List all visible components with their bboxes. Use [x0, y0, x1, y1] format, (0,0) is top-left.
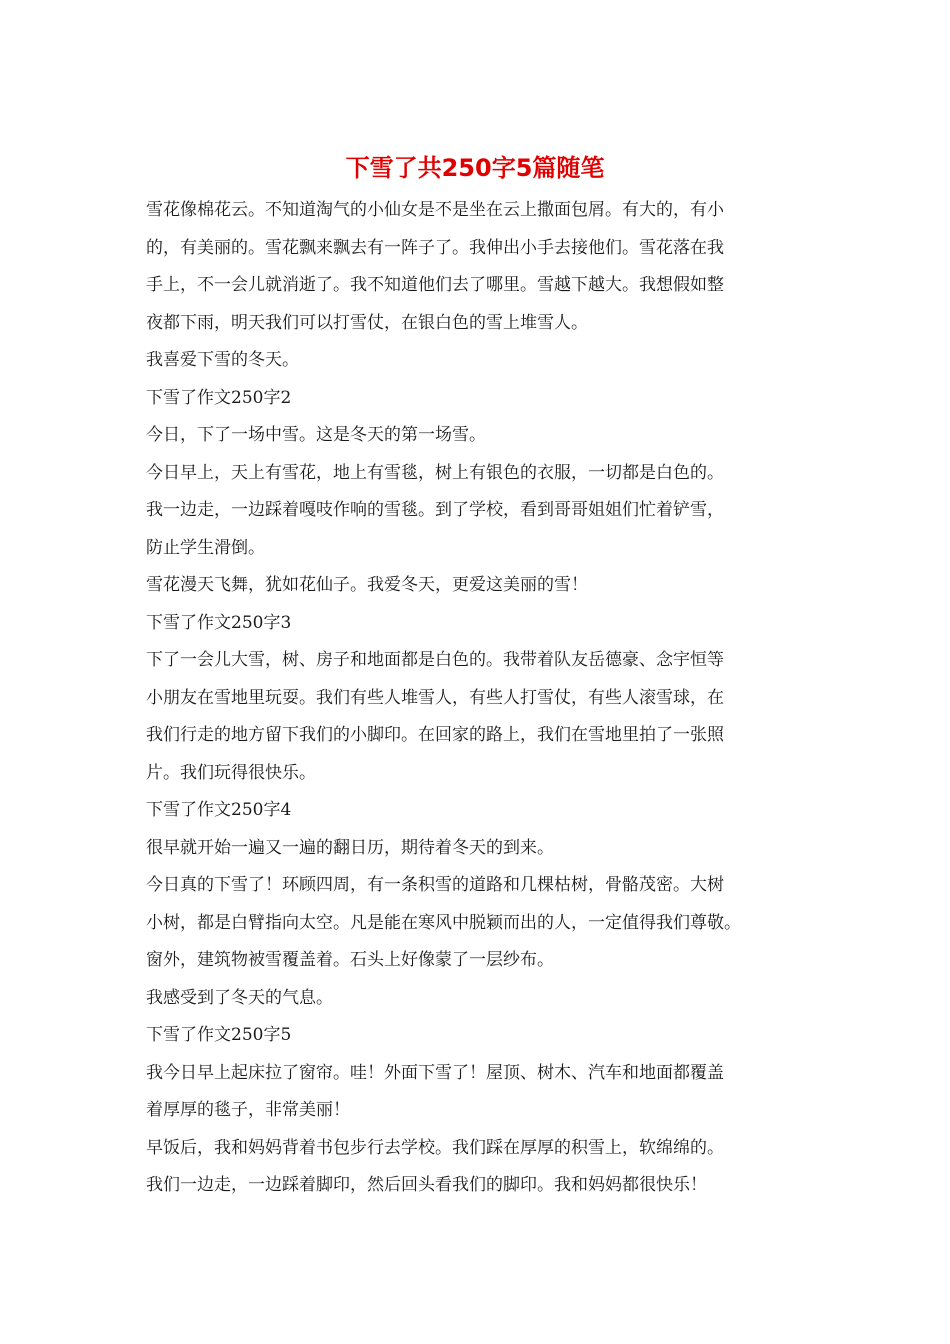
text-line: 我感受到了冬天的气息。: [146, 987, 333, 1008]
section-heading: 下雪了作文250字2: [146, 387, 292, 408]
document-body: [146, 192, 816, 1205]
text-line: 早饭后，我和妈妈背着书包步行去学校。我们踩在厚厚的积雪上，软绵绵的。: [146, 1137, 724, 1158]
text-line: 我喜爱下雪的冬天。: [146, 350, 299, 370]
text-line: 的，有美丽的。雪花飘来飘去有一阵子了。我伸出小手去接他们。雪花落在我: [146, 237, 724, 258]
text-line: 我们一边走，一边踩着脚印，然后回头看我们的脚印。我和妈妈都很快乐！: [146, 1175, 707, 1195]
text-line: 很早就开始一遍又一遍的翻日历，期待着冬天的到来。: [146, 837, 554, 858]
text-line: 今日早上，天上有雪花，地上有雪毯，树上有银色的衣服，一切都是白色的。: [146, 462, 724, 483]
text-line: 雪花漫天飞舞，犹如花仙子。我爱冬天，更爱这美丽的雪！: [146, 575, 588, 595]
text-line: 我们行走的地方留下我们的小脚印。在回家的路上，我们在雪地里拍了一张照: [146, 725, 724, 745]
text-line: 手上，不一会儿就消逝了。我不知道他们去了哪里。雪越下越大。我想假如整: [146, 275, 724, 295]
section-heading: 下雪了作文250字4: [146, 800, 292, 820]
text-line: 着厚厚的毯子，非常美丽！: [146, 1100, 350, 1120]
text-line: 雪花像棉花云。不知道淘气的小仙女是不是坐在云上撒面包屑。有大的，有小: [146, 200, 724, 220]
text-line: 我今日早上起床拉了窗帘。哇！外面下雪了！屋顶、树木、汽车和地面都覆盖: [146, 1062, 724, 1083]
section-heading: 下雪了作文250字3: [146, 612, 292, 633]
text-line: 夜都下雨，明天我们可以打雪仗，在银白色的雪上堆雪人。: [146, 312, 588, 333]
text-line: 小朋友在雪地里玩耍。我们有些人堆雪人，有些人打雪仗，有些人滚雪球，在: [146, 687, 724, 708]
page-title: 下雪了共250字5篇随笔: [345, 154, 605, 182]
text-line: 今日，下了一场中雪。这是冬天的第一场雪。: [146, 425, 486, 445]
text-line: 今日真的下雪了！环顾四周，有一条积雪的道路和几棵枯树，骨骼茂密。大树: [146, 875, 724, 895]
text-line: 片。我们玩得很快乐。: [146, 762, 316, 783]
text-line: 防止学生滑倒。: [146, 537, 265, 558]
section-heading: 下雪了作文250字5: [146, 1025, 292, 1045]
text-line: 窗外，建筑物被雪覆盖着。石头上好像蒙了一层纱布。: [146, 950, 554, 970]
text-line: 我一边走，一边踩着嘎吱作响的雪毯。到了学校，看到哥哥姐姐们忙着铲雪，: [146, 500, 724, 520]
text-line: 小树，都是白臂指向太空。凡是能在寒风中脱颖而出的人，一定值得我们尊敬。: [146, 912, 741, 933]
text-line: 下了一会儿大雪，树、房子和地面都是白色的。我带着队友岳德豪、念宇恒等: [146, 650, 724, 670]
